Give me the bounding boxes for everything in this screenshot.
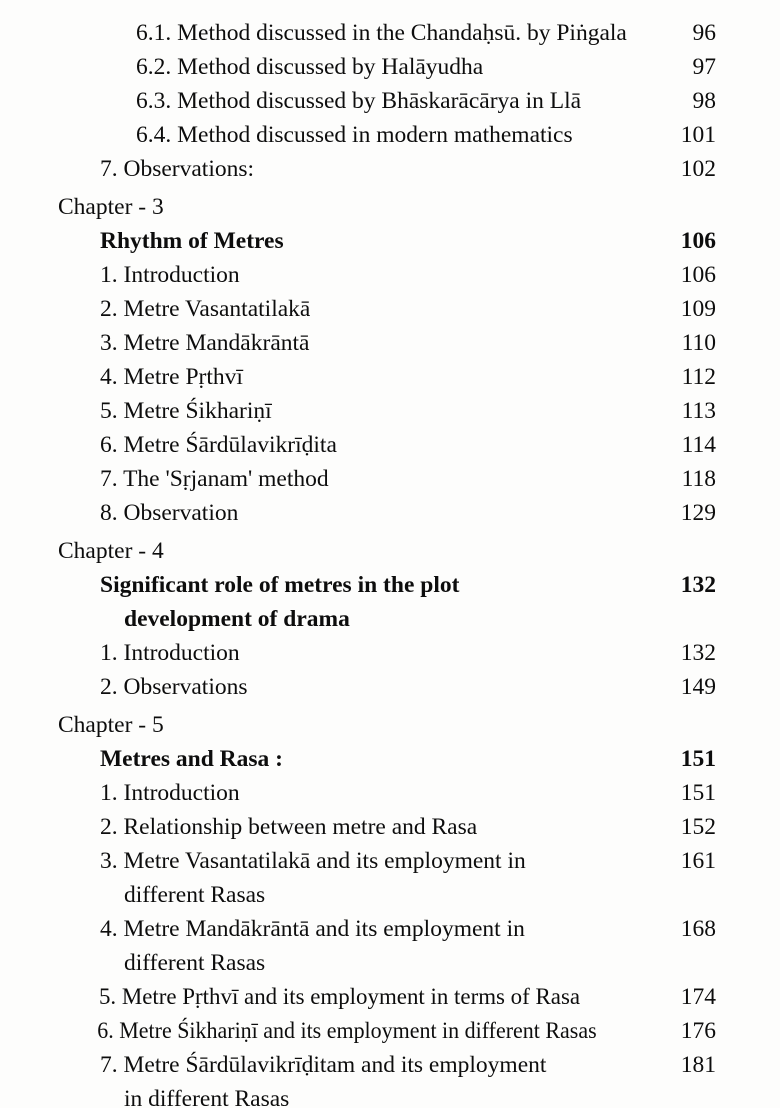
toc-entry-row[interactable] <box>58 1048 716 1116</box>
toc-entry-label <box>58 912 525 980</box>
toc-entry-label: 4. Metre Pṛthvī <box>100 364 243 390</box>
toc-page-number: 168 <box>680 916 716 942</box>
toc-entry-label: 2. Observations <box>100 674 248 700</box>
toc-entry-label <box>58 844 526 912</box>
toc-entry-label-line2: different Rasas <box>124 950 266 976</box>
toc-entry-label-line2: development of drama <box>124 606 350 632</box>
toc-chapter-heading[interactable] <box>58 534 716 568</box>
toc-entry-label: 6.4. Method discussed in modern mathematics <box>136 122 573 148</box>
toc-entry-label: 2. Relationship between metre and Rasa <box>100 814 478 840</box>
toc-entry-row[interactable] <box>58 980 716 1014</box>
toc-entry-label: Rhythm of Metres <box>100 228 284 254</box>
toc-entry-label-line2: in different Rasas <box>124 1086 290 1112</box>
toc-page-number: 98 <box>692 88 716 114</box>
toc-page-number: 161 <box>680 848 716 874</box>
toc-entry-row[interactable] <box>58 462 716 496</box>
toc-entry-row[interactable] <box>58 636 716 670</box>
toc-entry-row[interactable] <box>58 50 716 84</box>
toc-page-number: 97 <box>692 54 716 80</box>
toc-entry-row[interactable] <box>58 118 716 152</box>
toc-page-number: 174 <box>680 984 716 1010</box>
toc-page-number: 181 <box>680 1052 716 1078</box>
toc-entry-row[interactable] <box>58 428 716 462</box>
toc-entry-label: 7. The 'Sṛjanam' method <box>100 466 329 492</box>
toc-entry-row[interactable] <box>58 670 716 704</box>
toc-page-number: 112 <box>681 364 716 390</box>
toc-entry-row[interactable] <box>58 496 716 530</box>
toc-entry-label: Chapter - 5 <box>58 712 164 738</box>
toc-chapter-heading[interactable] <box>58 708 716 742</box>
toc-entry-row[interactable] <box>58 16 716 50</box>
toc-section-title[interactable] <box>58 568 716 636</box>
toc-entry-row[interactable] <box>58 360 716 394</box>
toc-entry-label: 7. Observations: <box>100 156 255 182</box>
toc-page-number: 114 <box>681 432 716 458</box>
toc-entry-row[interactable] <box>58 394 716 428</box>
toc-entry-label: 3. Metre Mandākrāntā <box>100 330 310 356</box>
toc-entry-label <box>58 568 459 636</box>
toc-entry-list <box>0 16 780 1116</box>
toc-page-number: 110 <box>681 330 716 356</box>
toc-entry-label-line2: different Rasas <box>124 882 266 908</box>
toc-entry-label: 6.3. Method discussed by Bhāskarācārya in Llā <box>136 88 582 114</box>
toc-entry-label-line1: 7. Metre Śārdūlavikrīḍitam and its employment <box>100 1052 547 1078</box>
toc-page-number: 129 <box>680 500 716 526</box>
toc-page-number: 106 <box>680 262 716 288</box>
toc-page-number: 101 <box>680 122 716 148</box>
toc-entry-label: 6.1. Method discussed in the Chandaḥsū. by Piṅgala <box>136 20 627 46</box>
toc-page-number: 106 <box>680 228 716 254</box>
toc-entry-label: 8. Observation <box>100 500 239 526</box>
toc-entry-row[interactable] <box>58 258 716 292</box>
toc-entry-row[interactable] <box>58 84 716 118</box>
toc-entry-label: 6. Metre Śārdūlavikrīḍita <box>100 432 337 458</box>
toc-entry-label: 2. Metre Vasantatilakā <box>100 296 311 322</box>
toc-page-number: 152 <box>680 814 716 840</box>
toc-entry-label: 5. Metre Śikhariṇī <box>100 398 272 424</box>
toc-entry-label: 1. Introduction <box>100 640 240 666</box>
toc-entry-row[interactable] <box>58 292 716 326</box>
toc-entry-label-line1: 4. Metre Mandākrāntā and its employment in <box>100 916 525 942</box>
toc-entry-row[interactable] <box>58 152 716 186</box>
toc-entry-row[interactable] <box>58 912 716 980</box>
toc-page-number: 109 <box>680 296 716 322</box>
toc-entry-label: Chapter - 3 <box>58 194 164 220</box>
toc-entry-row[interactable] <box>58 1014 716 1048</box>
toc-page-number: 102 <box>680 156 716 182</box>
toc-page-number: 151 <box>680 746 716 772</box>
toc-entry-row[interactable] <box>58 844 716 912</box>
toc-page-number: 151 <box>680 780 716 806</box>
toc-section-title[interactable] <box>58 742 716 776</box>
toc-page-number: 176 <box>680 1018 716 1044</box>
toc-entry-label-line1: Significant role of metres in the plot <box>100 572 460 598</box>
toc-entry-label <box>58 1048 546 1116</box>
toc-page-number: 118 <box>681 466 716 492</box>
toc-page-number: 96 <box>692 20 716 46</box>
toc-page-number: 113 <box>681 398 716 424</box>
toc-page-number: 132 <box>680 572 716 598</box>
toc-section-title[interactable] <box>58 224 716 258</box>
toc-entry-label: 6.2. Method discussed by Halāyudha <box>136 54 484 80</box>
toc-entry-label: Metres and Rasa : <box>100 746 283 772</box>
toc-entry-label: 1. Introduction <box>100 262 240 288</box>
toc-entry-label: 1. Introduction <box>100 780 240 806</box>
toc-entry-label-line1: 3. Metre Vasantatilakā and its employment in <box>100 848 526 874</box>
toc-entry-row[interactable] <box>58 810 716 844</box>
toc-chapter-heading[interactable] <box>58 190 716 224</box>
toc-entry-label: Chapter - 4 <box>58 538 164 564</box>
toc-entry-label: 6. Metre Śikhariṇī and its employment in different Rasas <box>97 1018 597 1044</box>
toc-page-number: 149 <box>680 674 716 700</box>
toc-entry-row[interactable] <box>58 776 716 810</box>
toc-page-number: 132 <box>680 640 716 666</box>
toc-entry-row[interactable] <box>58 326 716 360</box>
toc-entry-label: 5. Metre Pṛthvī and its employment in terms of Rasa <box>98 984 581 1010</box>
